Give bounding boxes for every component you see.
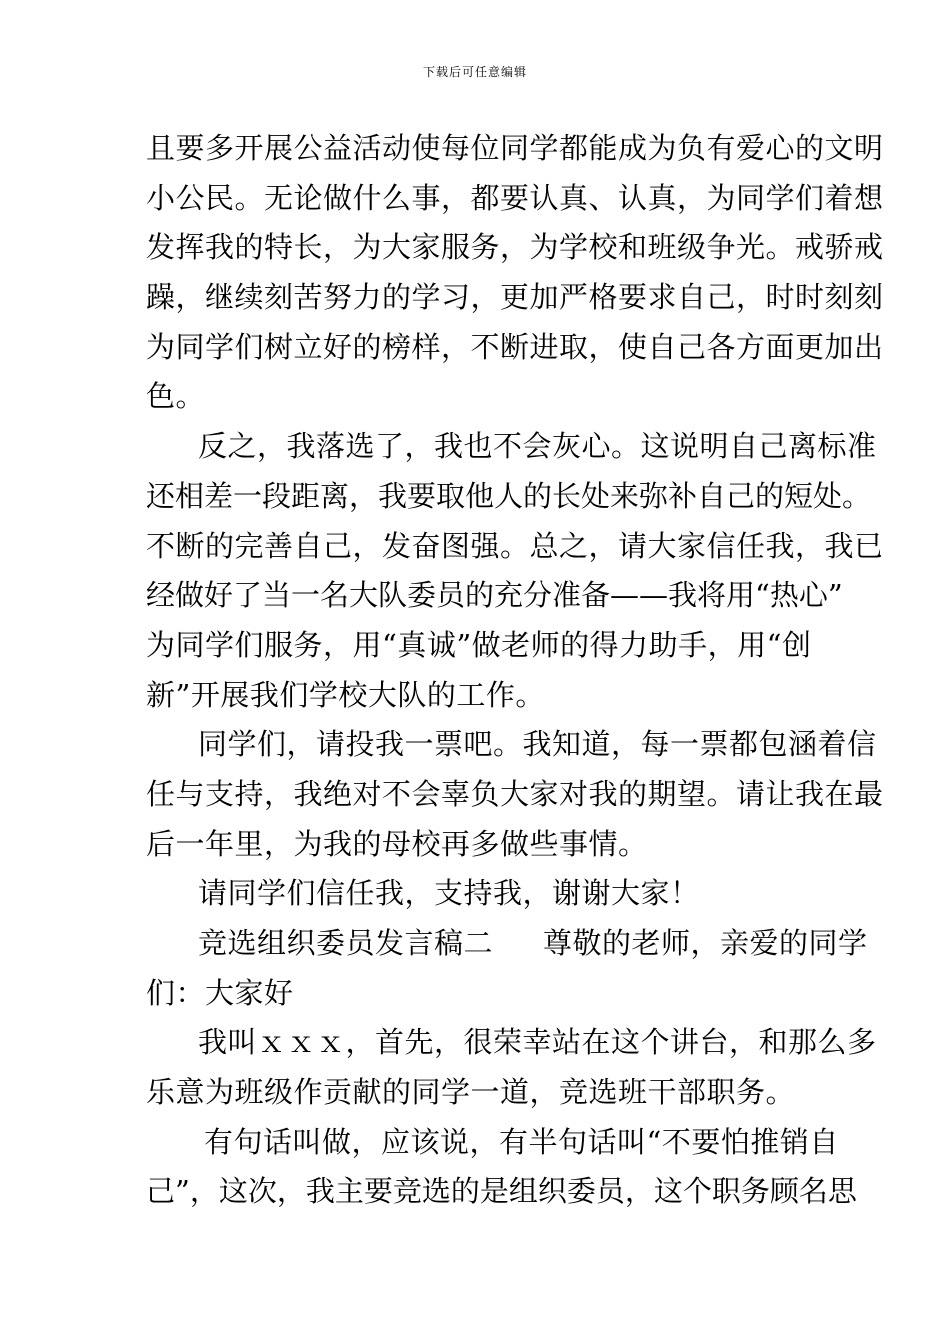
section-heading: 竞选组织委员发言稿二 (198, 926, 494, 960)
text-line: 新”开展我们学校大队的工作。 (146, 677, 545, 712)
text-line: 我叫ｘｘｘ，首先，很荣幸站在这个讲台，和那么多 (198, 1025, 877, 1060)
text-line: 不断的完善自己，发奋图强。总之，请大家信任我，我已 (146, 528, 884, 563)
text-line: 反之，我落选了，我也不会灰心。这说明自己离标准 (198, 429, 877, 464)
text-line: 任与支持，我绝对不会辜负大家对我的期望。请让我在最 (146, 776, 884, 811)
text-line: 乐意为班级作贡献的同学一道，竞选班干部职务。 (146, 1075, 796, 1110)
salutation: 尊敬的老师，亲爱的同学 (543, 926, 868, 960)
text-line: 躁，继续刻苦努力的学习，更加严格要求自己，时时刻刻 (146, 280, 884, 315)
text-line: 己”，这次，我主要竞选的是组织委员，这个职务顾名思 (146, 1174, 857, 1209)
text-line: 且要多开展公益活动使每位同学都能成为负有爱心的文明 (146, 131, 884, 165)
document-body (146, 124, 884, 1217)
text-line: 为同学们服务，用“真诚”做老师的得力助手，用“创 (146, 627, 812, 662)
page-header: 下载后可任意编辑 (422, 65, 527, 79)
text-line: 们：大家好 (146, 975, 294, 1010)
section-heading-line (146, 919, 868, 969)
text-line: 后一年里，为我的母校再多做些事情。 (146, 826, 648, 861)
text-line: 为同学们树立好的榜样，不断进取，使自己各方面更加出 (146, 329, 884, 364)
text-line: 经做好了当一名大队委员的充分准备——我将用“热心” (146, 578, 843, 613)
text-line: 有句话叫做，应该说，有半句话叫“不要怕推销自 (204, 1124, 839, 1159)
text-line: 请同学们信任我，支持我，谢谢大家！ (198, 876, 700, 911)
text-line: 发挥我的特长，为大家服务，为学校和班级争光。戒骄戒 (146, 230, 884, 265)
text-line: 小公民。无论做什么事，都要认真、认真，为同学们着想 (146, 180, 884, 215)
text-line: 同学们，请投我一票吧。我知道，每一票都包涵着信 (198, 727, 877, 762)
text-line: 色。 (146, 379, 206, 414)
text-line: 还相差一段距离，我要取他人的长处来弥补自己的短处。 (146, 478, 872, 513)
